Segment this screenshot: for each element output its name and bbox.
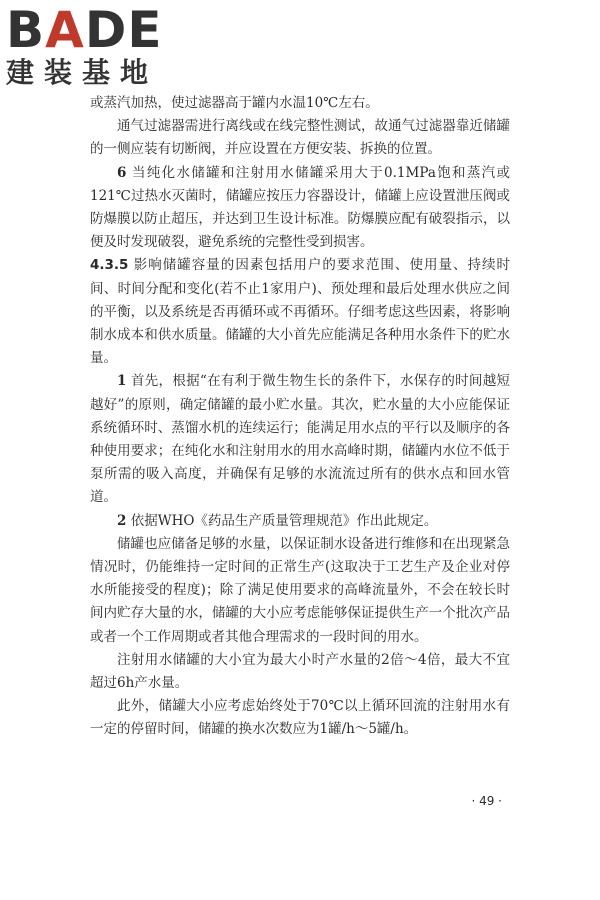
- paragraph: 此外，储罐大小应考虑始终处于70℃以上循环回流的注射用水有一定的停留时间，储罐的换水次数应为1罐/h～5罐/h。: [90, 698, 510, 738]
- clause: 4.3.5 影响储罐容量的因素包括用户的要求范围、使用量、持续时间、时间分配和变化(若不止1家用户)、预处理和最后处理水供应之间的平衡，以及系统是否再循环或不再循环。仔细考虑这些因素，将影响制水成本和供水质量。储罐的大小首先应能满足各种用水条件下的贮水量。: [90, 257, 511, 367]
- document-body: [90, 92, 510, 742]
- bade-logo: [6, 1, 196, 100]
- paragraph: 通气过滤器需进行离线或在线完整性测试，故通气过滤器靠近储罐的一侧应装有切断阀，并应设置在方便安装、拆换的位置。: [90, 118, 510, 158]
- logo-wordmark: BADE: [6, 1, 163, 59]
- numbered-item: 6 当纯化水储罐和注射用水储罐采用大于0.1MPa饱和蒸汽或121℃过热水灭菌时，储罐应按压力容器设计，储罐上应设置泄压阀或防爆膜以防止超压，并达到卫生设计标准。防爆膜应配有破裂指示，以便及时发现破裂，避免系统的完整性受到损害。: [90, 164, 510, 251]
- paragraph: 储罐也应储备足够的水量，以保证制水设备进行维修和在出现紧急情况时，仍能维持一定时间的正常生产(这取决于工艺生产及企业对停水所能接受的程度)；除了满足使用要求的高峰流量外，不会在较长时间内贮存大量的水，储罐的大小应考虑能够保证提供生产一个批次产品或者一个工作周期或者其他合理需求的一段时间的用水。: [90, 535, 510, 645]
- item-number: 6: [117, 164, 127, 181]
- numbered-item: 2 依据WHO《药品生产质量管理规范》作出此规定。: [117, 512, 438, 529]
- page-number: · 49 ·: [471, 794, 502, 808]
- item-number: 2: [117, 512, 127, 529]
- numbered-item: 1 首先，根据“在有利于微生物生长的条件下，水保存的时间越短越好”的原则，确定储罐的最小贮水量。其次，贮水量的大小应能保证系统循环时、蒸馏水机的连续运行；能满足用水点的平行以及顺序的各种使用要求；在纯化水和注射用水的用水高峰时期，储罐内水位不低于泵所需的吸入高度，并确保有足够的水流流过所有的供水点和回水管道。: [90, 373, 510, 506]
- paragraph: 或蒸汽加热，使过滤器高于罐内水温10℃左右。: [90, 95, 379, 111]
- clause-number: 4.3.5: [90, 257, 129, 274]
- logo-subtitle: 建装基地: [6, 56, 159, 89]
- item-number: 1: [117, 373, 127, 390]
- paragraph: 注射用水储罐的大小宜为最大小时产水量的2倍～4倍，最大不宜超过6h产水量。: [90, 651, 510, 692]
